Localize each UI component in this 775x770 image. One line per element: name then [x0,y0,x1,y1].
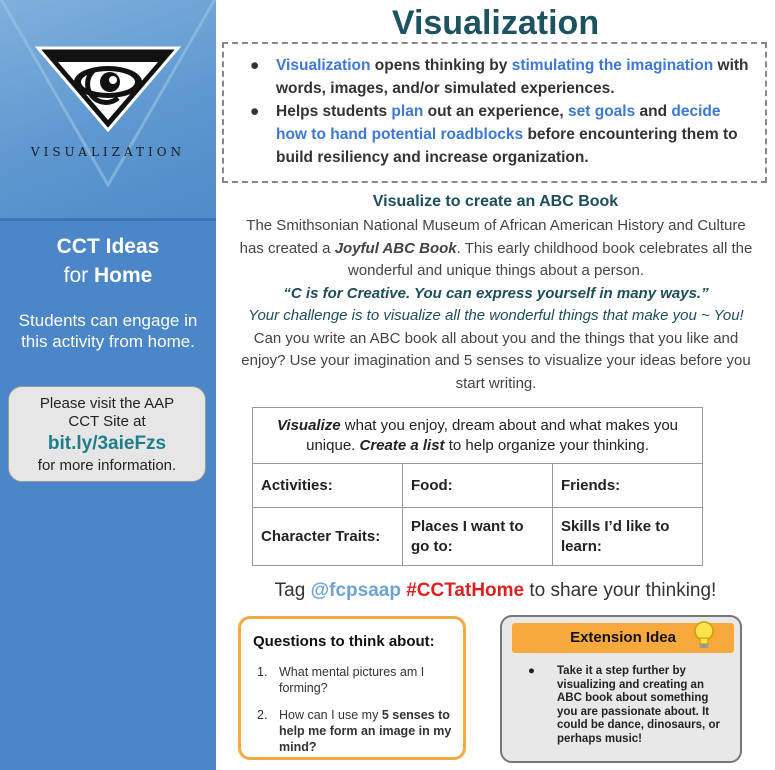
table-cell[interactable]: Skills I’d like to learn: [553,508,703,566]
cct-ideas-heading [0,232,216,290]
page-title: Visualization [391,4,600,42]
abc-text: . This early childhood book celebrates all the wonderful and unique things about a person. [347,239,753,279]
logo-panel [0,0,216,218]
engage-text: Students can engage in this activity from home. [18,311,198,351]
question-item [253,707,453,755]
visit-line-3: for more information. [37,457,177,474]
intro-text: Helps students [276,103,392,120]
abc-challenge: Your challenge is to visualize all the wonderful things that make you ~ You! [248,307,744,324]
table-header [253,408,703,464]
table-cell[interactable]: Activities: [253,464,403,508]
tag-suffix: to share your thinking! [524,580,717,601]
cct-for: for [63,264,89,287]
table-header-visualize: Visualize [276,416,341,434]
question-item [253,664,453,696]
logo-text: VISUALIZATION [30,145,186,159]
abc-text: Can you write an ABC book all about you and the things that you like and enjoy? Use your imagination and 5 senses to visualize your ideas before you start writing. [241,329,751,392]
term-stimulating: stimulating the imagination [511,57,714,74]
table-cell[interactable]: Food: [403,464,553,508]
visit-line-2: CCT Site at [68,413,146,430]
question-text: What mental pictures am I forming? [279,665,425,695]
abc-quote: “C is for Creative. You can express yourself in many ways.” [283,284,709,302]
tag-prefix: Tag [274,580,311,601]
intro-bullet-2 [250,100,751,169]
table-cell[interactable]: Friends: [553,464,703,508]
term-plan: plan [391,103,424,120]
visit-site-box [8,386,206,482]
abc-heading: Visualize to create an ABC Book [372,193,619,210]
lightbulb-icon [692,619,716,653]
visit-line-1: Please visit the AAP [39,395,175,412]
intro-text: opens thinking by [370,57,512,74]
questions-title: Questions to think about: [253,633,435,650]
extension-text: Take it a step further by visualizing and creating an ABC book about something you are passionate about. It could be dance, dinosaurs, or perhaps music! [557,665,720,745]
social-handle[interactable]: @fcpsaap [310,580,401,601]
term-visualization: Visualization [276,57,371,74]
extension-header: Extension Idea [512,623,734,653]
question-text: How can I use my [279,708,382,722]
bullet-icon: ● [250,103,260,120]
intro-box [222,42,767,183]
visualize-table [252,407,703,566]
questions-box [238,616,466,760]
extension-box [500,615,742,763]
table-cell[interactable]: Character Traits: [253,508,403,566]
bullet-icon: ● [528,665,535,677]
table-header-create: Create a list [359,436,445,454]
cct-home: Home [94,264,153,287]
question-emphasis: to help me form an image in my mind? [279,708,452,754]
hashtag[interactable]: #CCTatHome [406,580,525,601]
bullet-icon: ● [250,57,260,74]
question-emphasis: 5 senses [381,708,435,722]
book-title: Joyful ABC Book [334,239,457,257]
site-link[interactable]: bit.ly/3aieFzs [47,433,167,454]
abc-body [236,215,756,395]
intro-text: and [635,103,672,120]
tag-line [216,580,775,602]
cct-for-home-line [0,261,216,290]
cct-ideas-line: CCT Ideas [56,235,160,258]
sidebar [0,0,216,770]
term-decide: decide how to hand potential roadblocks [276,103,721,143]
intro-text: before encountering them to build resiliency and increase organization. [276,126,738,166]
intro-text: out an experience, [423,103,569,120]
sidebar-divider [0,218,216,221]
intro-text: with words, images, and/or simulated experiences. [276,57,749,97]
table-cell[interactable]: Places I want to go to: [403,508,553,566]
table-header-text: to help organize your thinking. [444,436,649,454]
term-set-goals: set goals [568,103,636,120]
abc-text: The Smithsonian National Museum of African American History and Culture has created a [239,217,746,257]
question-number: 2. [257,708,268,722]
visualization-logo-icon [0,0,216,218]
intro-bullet-1 [250,54,751,100]
question-number: 1. [257,665,268,679]
table-header-text: what you enjoy, dream about and what makes you unique. [306,416,679,454]
